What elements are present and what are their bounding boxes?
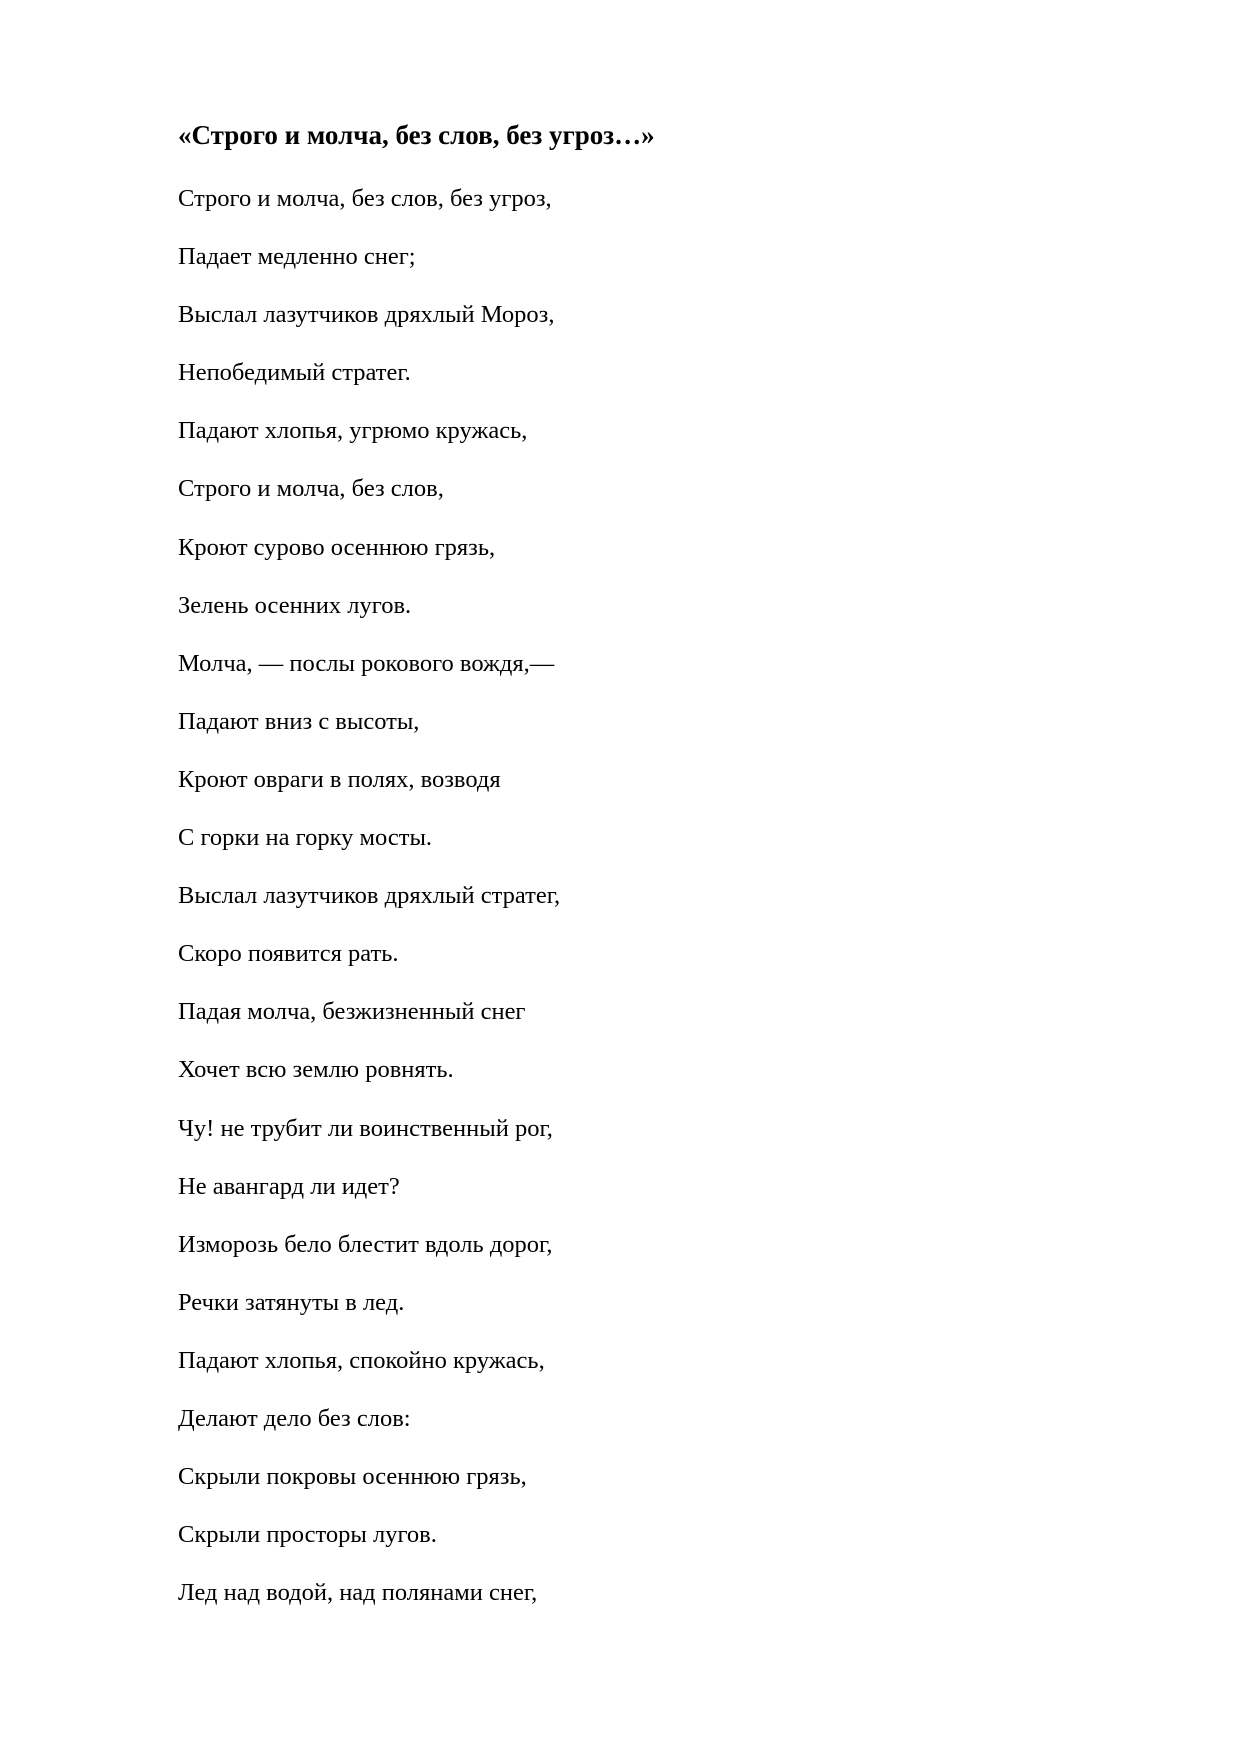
poem-line: Скоро появится рать.: [178, 940, 399, 968]
poem-line: Скрыли просторы лугов.: [178, 1521, 437, 1549]
poem-line: Строго и молча, без слов,: [178, 475, 444, 503]
poem-line: Хочет всю землю ровнять.: [178, 1056, 454, 1084]
poem-line: Лед над водой, над полянами снег,: [178, 1579, 538, 1607]
poem-line: Не авангард ли идет?: [178, 1172, 400, 1200]
poem-line: Чу! не трубит ли воинственный рог,: [178, 1114, 553, 1142]
poem-line: Зелень осенних лугов.: [178, 591, 412, 619]
poem-line: Падает медленно снег;: [178, 243, 416, 271]
poem-line: Речки затянуты в лед.: [178, 1288, 405, 1316]
poem-line: Падают хлопья, угрюмо кружась,: [178, 417, 528, 445]
poem-line: С горки на горку мосты.: [178, 824, 433, 852]
poem-title: «Строго и молча, без слов, без угроз…»: [178, 120, 655, 150]
poem-line: Выслал лазутчиков дряхлый Мороз,: [178, 301, 555, 329]
poem-body: [178, 170, 1128, 1622]
poem-line: Молча, — послы рокового вождя,—: [178, 649, 555, 677]
poem-container: [178, 112, 1128, 1622]
poem-line: Непобедимый стратег.: [178, 359, 411, 387]
poem-line: Делают дело без слов:: [178, 1404, 411, 1432]
poem-line: Кроют сурово осеннюю грязь,: [178, 533, 496, 561]
poem-line: Изморозь бело блестит вдоль дорог,: [178, 1230, 553, 1258]
poem-line: Скрыли покровы осеннюю грязь,: [178, 1463, 527, 1491]
poem-line: Падая молча, безжизненный снег: [178, 998, 526, 1026]
poem-line: Строго и молча, без слов, без угроз,: [178, 185, 552, 212]
poem-line: Падают вниз с высоты,: [178, 707, 420, 735]
poem-line: Кроют овраги в полях, возводя: [178, 765, 501, 793]
poem-line: Выслал лазутчиков дряхлый стратег,: [178, 882, 561, 910]
poem-line: Падают хлопья, спокойно кружась,: [178, 1346, 545, 1374]
